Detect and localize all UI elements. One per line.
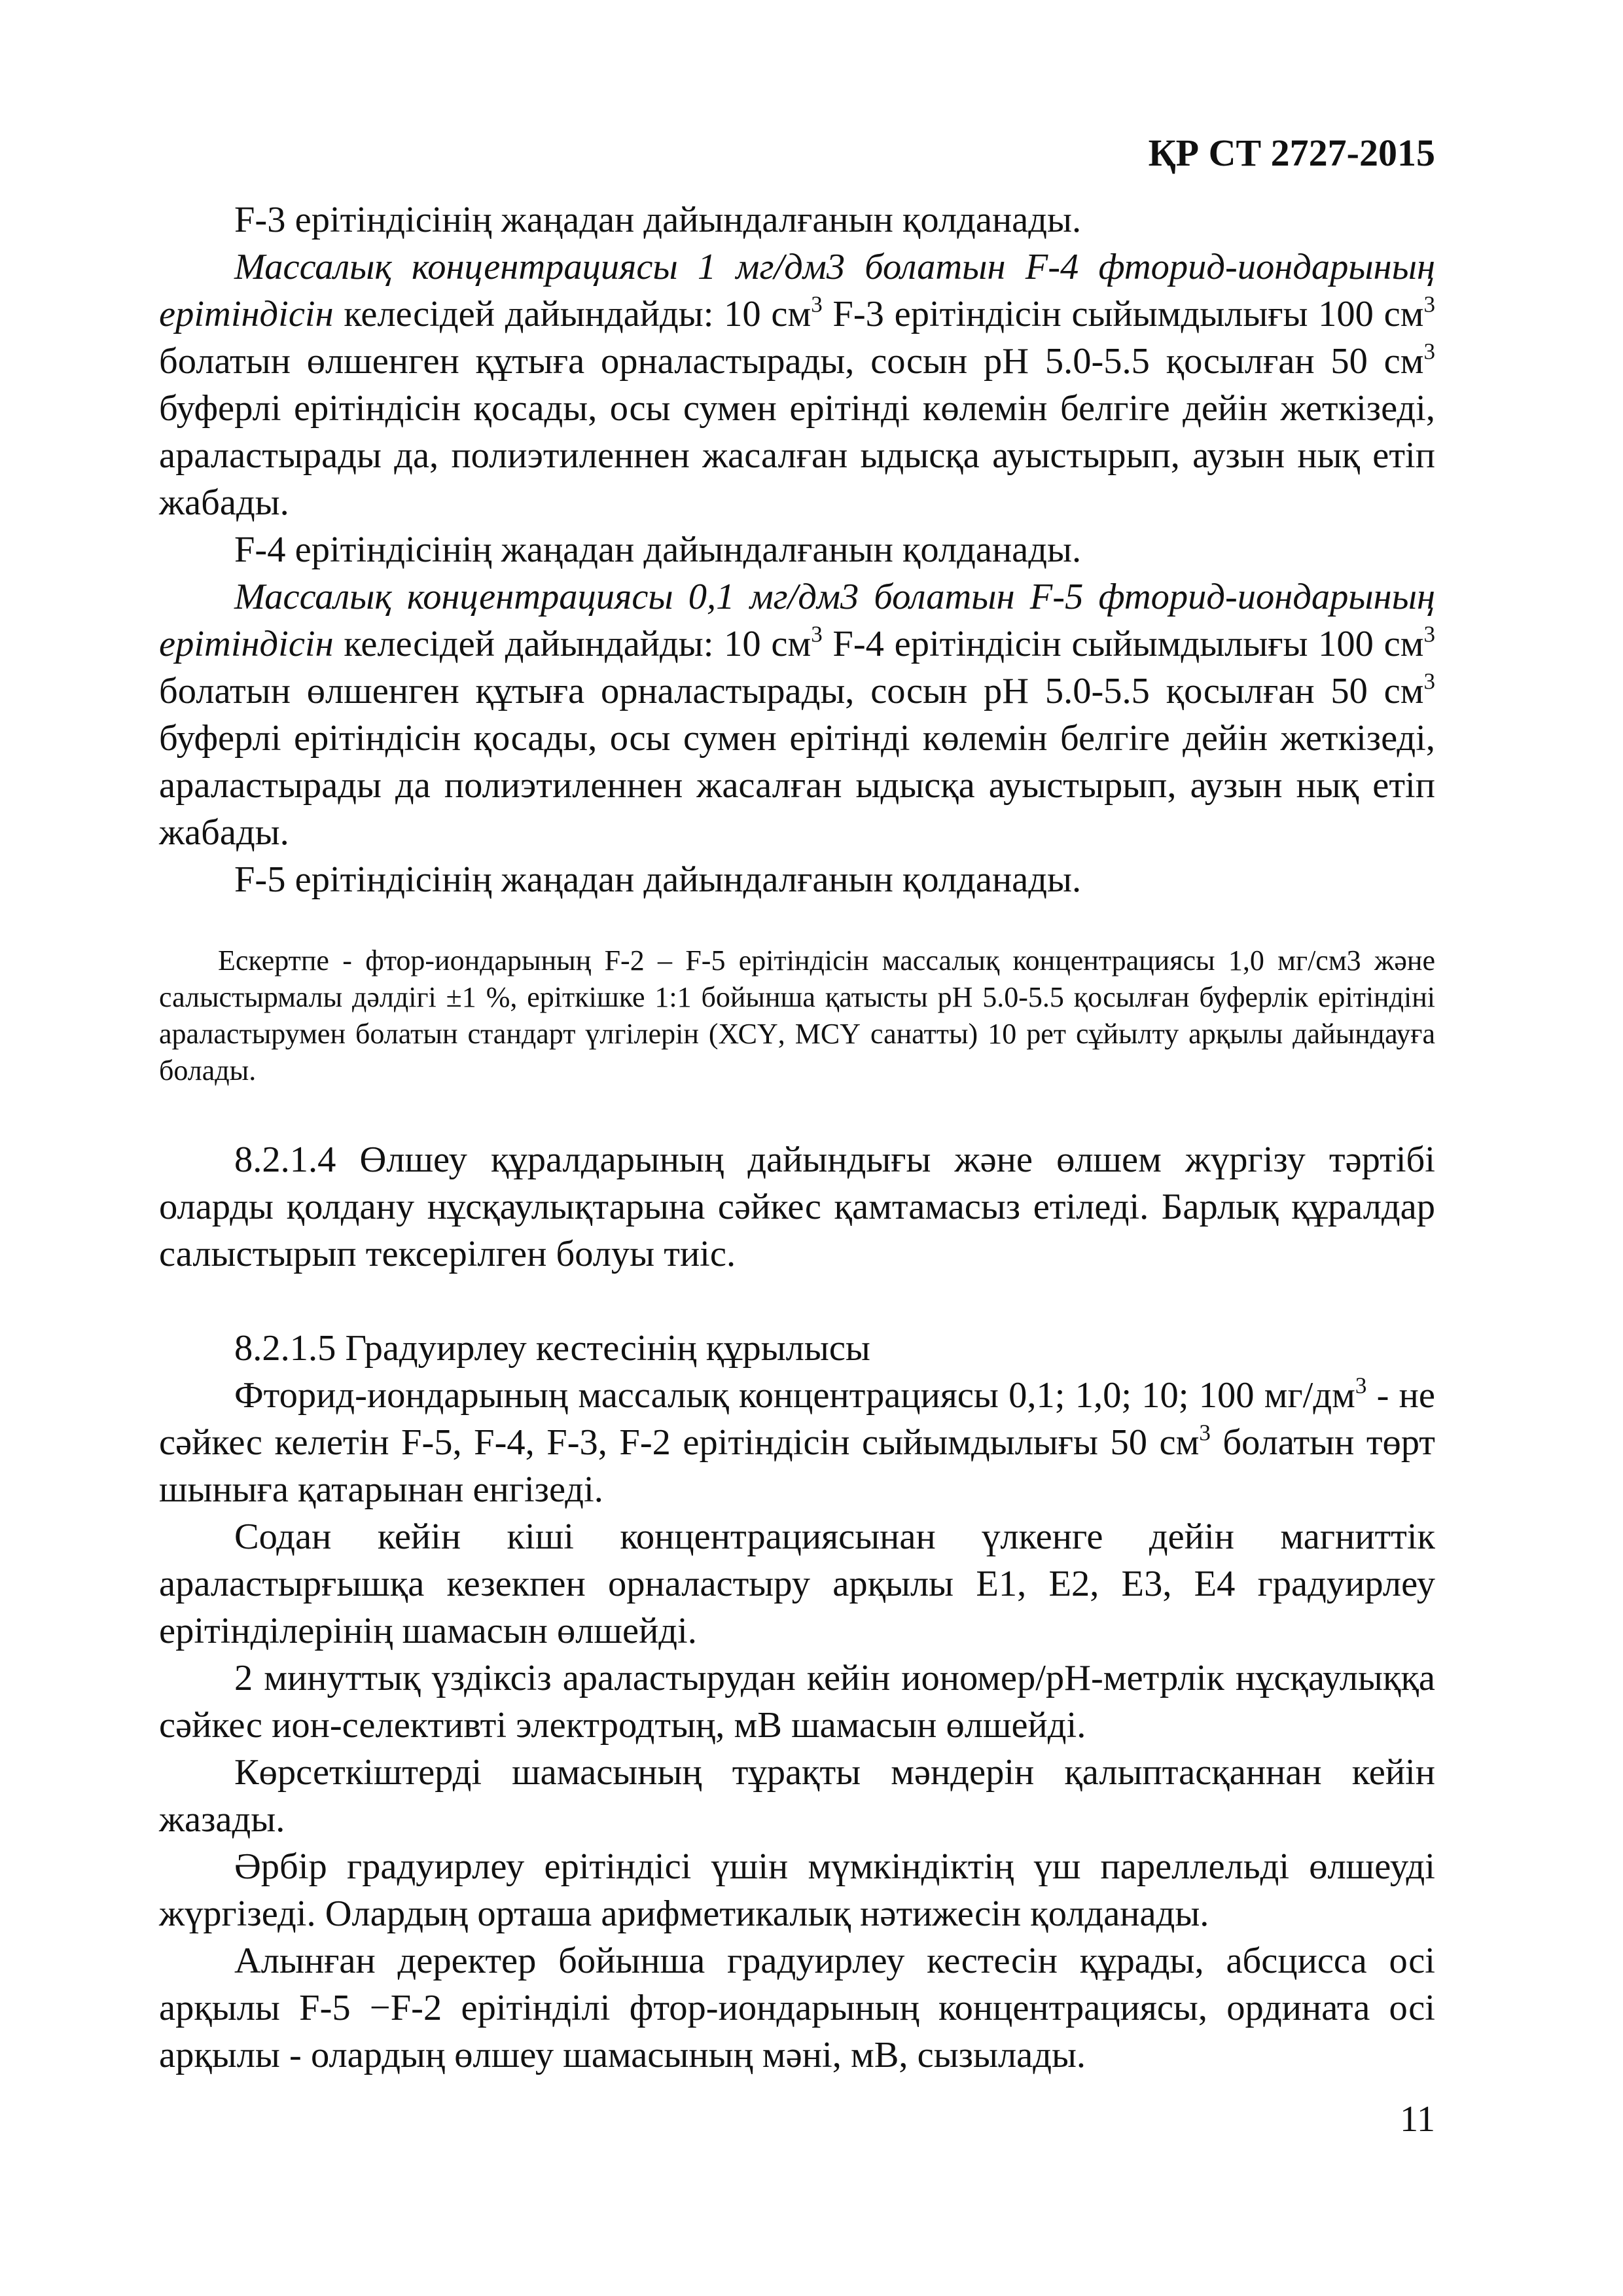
superscript: 3 <box>1355 1372 1367 1399</box>
spacer <box>159 903 1435 942</box>
superscript: 3 <box>811 621 823 647</box>
text: болатын өлшенген құтыға орналастырады, сосын pH 5.0-5.5 қосылған 50 см <box>159 671 1424 711</box>
text: буферлі ерітіндісін қосады, осы сумен ерітінді көлемін белгіге дейін жеткізеді, араластырады да полиэтиленнен жасалған ыдысқа ауыстырып, аузын нық етіп жабады. <box>159 718 1435 853</box>
superscript: 3 <box>1199 1420 1211 1446</box>
text: F-3 ерітіндісін сыйымдылығы 100 см <box>822 294 1424 334</box>
text: келесідей дайындайды: 10 см <box>333 294 812 334</box>
paragraph-calibration-solutions <box>159 1372 1435 1513</box>
superscript: 3 <box>811 291 823 317</box>
paragraph-f5-usage <box>159 856 1435 903</box>
paragraph-f4-usage <box>159 526 1435 573</box>
spacer <box>159 1089 1435 1136</box>
paragraph-f3-usage <box>159 196 1435 243</box>
text: F-4 ерітіндісін сыйымдылығы 100 см <box>822 624 1424 664</box>
paragraph-f4-preparation <box>159 243 1435 526</box>
superscript: 3 <box>1423 621 1435 647</box>
text: болатын өлшенген құтыға орналастырады, сосын pH 5.0-5.5 қосылған 50 см <box>159 341 1424 382</box>
text: F-5 ерітіндісінің жаңадан дайындалғанын қолданады. <box>234 859 1082 900</box>
text: F-4 ерітіндісінің жаңадан дайындалғанын қолданады. <box>234 529 1082 570</box>
text: Фторид-иондарының массалық концентрациясы 0,1; 1,0; 10; 100 мг/дм <box>234 1375 1355 1416</box>
paragraph-parallel-measurements: Әрбір градуирлеу ерітіндісі үшін мүмкіндіктің үш пареллельді өлшеуді жүргізеді. Олардың орташа арифметикалық нәтижесін қолданады. <box>159 1846 1435 1934</box>
section-heading-8-2-1-5: 8.2.1.5 Градуирлеу кестесінің құрылысы <box>234 1328 870 1369</box>
text: F-3 ерітіндісінің жаңадан дайындалғанын қолданады. <box>234 200 1082 240</box>
italic-heading: Массалық концентрациясы 1 мг/дм3 болатын F-4 фторид-иондарының ерітіндісін <box>159 247 1435 334</box>
paragraph-stirring: 2 минуттық үздіксіз араластырудан кейін иономер/рН-метрлік нұсқаулыққа сәйкес ион-селективті электродтың, мВ шамасын өлшейді. <box>159 1658 1435 1746</box>
page-number: 11 <box>1400 2099 1435 2140</box>
paragraph-8-2-1-4: 8.2.1.4 Өлшеу құралдарының дайындығы және өлшем жүргізу тәртібі оларды қолдану нұсқаулықтарына сәйкес қамтамасыз етіледі. Барлық құралдар салыстырып тексерілген болуы тиіс. <box>159 1139 1435 1274</box>
paragraph-measure-order: Содан кейін кіші концентрациясынан үлкенге дейін магниттік араластырғышқа кезекпен орналастыру арқылы Е1, Е2, Е3, Е4 градуирлеу ерітінділерінің шамасын өлшейді. <box>159 1516 1435 1651</box>
paragraph-record: Көрсеткіштерді шамасының тұрақты мәндерін қалыптасқаннан кейін жазады. <box>159 1752 1435 1840</box>
spacer <box>159 1278 1435 1325</box>
note-paragraph: Ескертпе - фтор-иондарының F-2 – F-5 ерітіндісін массалық концентрациясы 1,0 мг/см3 және салыстырмалы дәлдігі ±1 %, еріткішке 1:1 бойынша қатысты pH 5.0-5.5 қосылған буферлік ерітіндіні араластырумен болатын стандарт үлгілерін (ХСҮ, МСҮ санатты) 10 рет сұйылту арқылы дайындауға болады. <box>159 944 1435 1086</box>
standard-code: ҚР СТ 2727-2015 <box>1148 132 1435 174</box>
text: буферлі ерітіндісін қосады, осы сумен ерітінді көлемін белгіге дейін жеткізеді, араластырады да, полиэтиленнен жасалған ыдысқа ауыстырып, аузын нық етіп жабады. <box>159 388 1435 523</box>
text: келесідей дайындайды: 10 см <box>333 624 812 664</box>
text: болатын төрт шыныға қатарынан енгізеді. <box>159 1422 1436 1510</box>
superscript: 3 <box>1423 338 1435 365</box>
page-content <box>159 196 1435 2079</box>
paragraph-f5-preparation <box>159 573 1435 856</box>
superscript: 3 <box>1423 668 1435 694</box>
text: - не сәйкес келетін F-5, F-4, F-3, F-2 ерітіндісін сыйымдылығы 50 см <box>159 1375 1435 1463</box>
superscript: 3 <box>1423 291 1435 317</box>
italic-heading: Массалық концентрациясы 0,1 мг/дм3 болатын F-5 фторид-иондарының ерітіндісін <box>159 577 1435 664</box>
paragraph-calibration-graph: Алынған деректер бойынша градуирлеу кестесін құрады, абсцисса осі арқылы F-5 −F-2 ерітінділі фтор-иондарының концентрациясы, ордината осі арқылы - олардың өлшеу шамасының мәні, мВ, сызылады. <box>159 1941 1435 2075</box>
